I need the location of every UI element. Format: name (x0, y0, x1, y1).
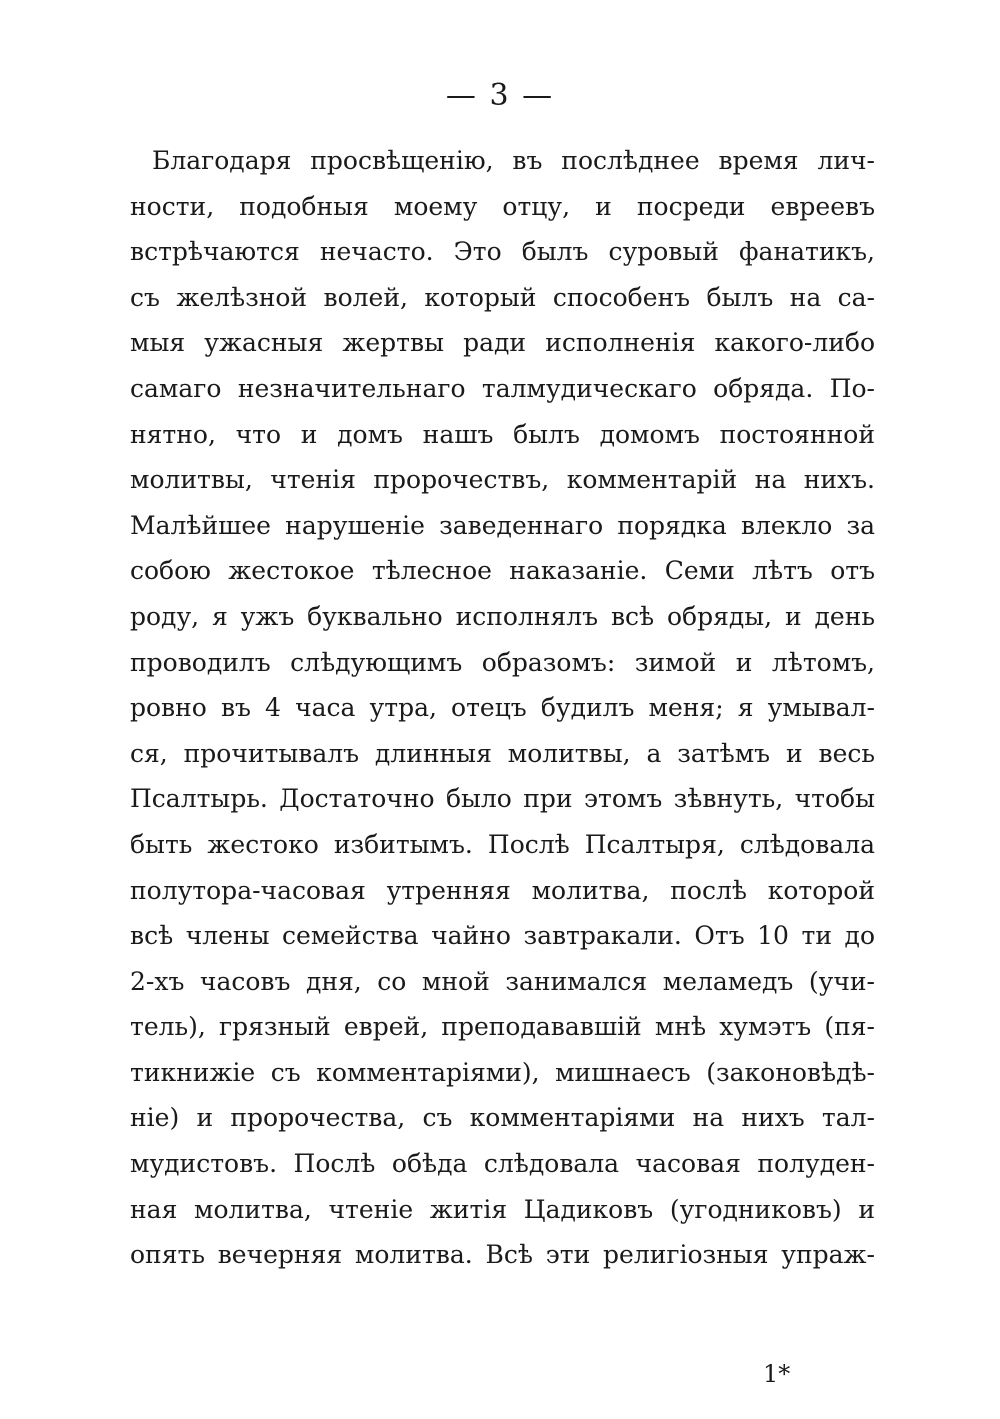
text-line-17: полутора-часовая утренняя молитва, послѣ которой (130, 875, 875, 905)
signature-mark: 1* (763, 1360, 791, 1388)
text-line-15: Псалтырь. Достаточно было при этомъ зѣвнуть, чтобы (130, 784, 875, 814)
text-line-14: ся, прочитывалъ длинныя молитвы, а затѣмъ и весь (130, 738, 875, 768)
text-line-3: встрѣчаются нечасто. Это былъ суровый фанатикъ, (130, 237, 875, 267)
text-line-1: Благодаря просвѣщенію, въ послѣднее время лич- (152, 146, 875, 175)
text-line-7: нятно, что и домъ нашъ былъ домомъ постоянной (130, 419, 875, 449)
text-line-25: опять вечерняя молитва. Всѣ эти религіозныя упраж- (130, 1240, 875, 1270)
text-line-2: ности, подобныя моему отцу, и посреди евреевъ (130, 191, 875, 221)
page-number: — 3 — (445, 78, 555, 113)
body-text (130, 138, 875, 1278)
text-line-10: собою жестокое тѣлесное наказаніе. Семи лѣтъ отъ (130, 556, 875, 586)
text-line-19: 2-хъ часовъ дня, со мной занимался меламедъ (учи- (130, 966, 875, 996)
text-line-16: быть жестоко избитымъ. Послѣ Псалтыря, слѣдовала (130, 829, 875, 859)
text-line-22: ніе) и пророчества, съ комментаріями на нихъ тал- (130, 1103, 875, 1133)
text-line-13: ровно въ 4 часа утра, отецъ будилъ меня; я умывал- (130, 693, 875, 723)
text-line-21: тикнижіе съ комментаріями), мишнаесъ (законовѣдѣ- (130, 1057, 875, 1087)
text-line-23: мудистовъ. Послѣ обѣда слѣдовала часовая полуден- (130, 1149, 875, 1179)
text-line-9: Малѣйшее нарушеніе заведеннаго порядка влекло за (130, 510, 875, 540)
text-line-5: мыя ужасныя жертвы ради исполненія какого-либо (130, 328, 875, 358)
text-line-8: молитвы, чтенія пророчествъ, комментарій на нихъ. (130, 465, 875, 495)
text-line-4: съ желѣзной волей, который способенъ былъ на са- (130, 282, 875, 312)
text-line-6: самаго незначительнаго талмудическаго обряда. По- (130, 373, 875, 403)
text-line-20: тель), грязный еврей, преподававшій мнѣ хумэтъ (пя- (130, 1012, 875, 1042)
text-line-18: всѣ члены семейства чайно завтракали. Отъ 10 ти до (130, 921, 875, 951)
text-line-24: ная молитва, чтеніе житія Цадиковъ (угодниковъ) и (130, 1194, 875, 1224)
text-line-12: проводилъ слѣдующимъ образомъ: зимой и лѣтомъ, (130, 647, 875, 677)
text-line-11: роду, я ужъ буквально исполнялъ всѣ обряды, и день (130, 601, 875, 631)
